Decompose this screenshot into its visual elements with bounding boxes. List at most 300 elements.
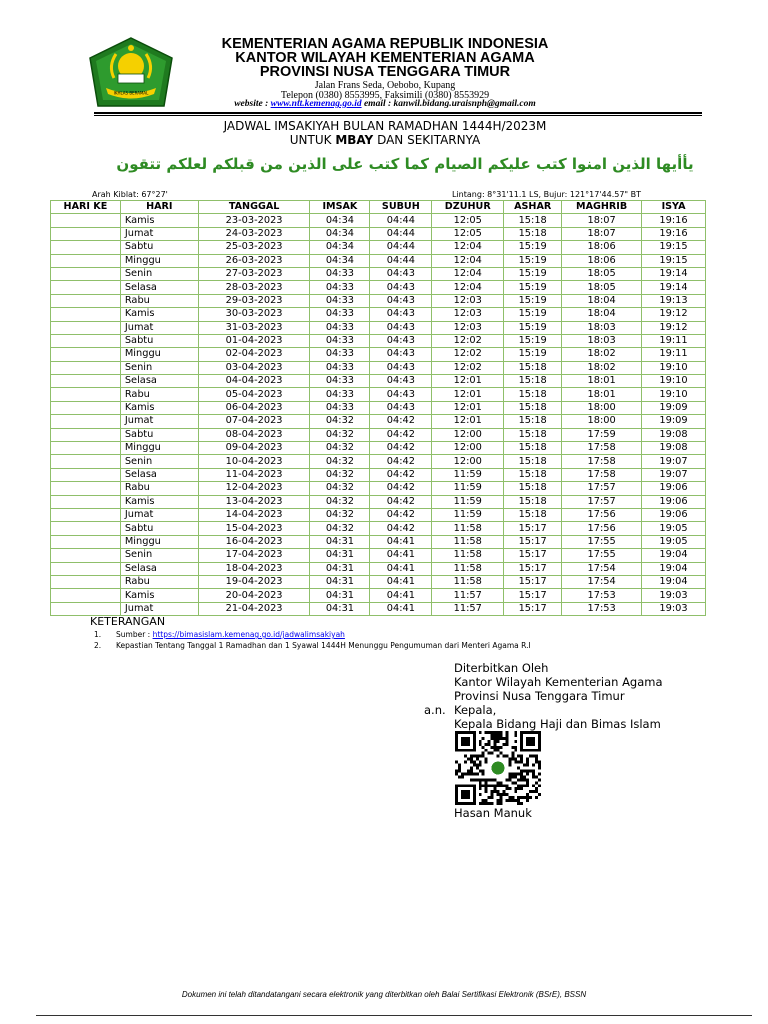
col-header-tanggal: TANGGAL bbox=[198, 201, 310, 214]
email-address: kanwil.bidang.uraisnph@gmail.com bbox=[393, 99, 536, 109]
cell-tanggal: 27-03-2023 bbox=[198, 267, 310, 280]
table-row bbox=[51, 227, 706, 240]
cell-ashar: 15:19 bbox=[504, 334, 562, 347]
cell-maghrib: 18:03 bbox=[562, 321, 642, 334]
cell-ashar: 15:18 bbox=[504, 482, 562, 495]
cell-dzuhur: 12:01 bbox=[432, 415, 504, 428]
cell-tanggal: 31-03-2023 bbox=[198, 321, 310, 334]
qibla-direction: Arah Kiblat: 67°27' bbox=[92, 190, 168, 199]
cell-hari-ke bbox=[51, 321, 121, 334]
cell-hari: Selasa bbox=[120, 562, 198, 575]
cell-tanggal: 25-03-2023 bbox=[198, 241, 310, 254]
cell-isya: 19:05 bbox=[642, 535, 706, 548]
phone-fax: Telepon (0380) 8553995, Faksimili (0380) 8553929 bbox=[280, 90, 490, 101]
cell-dzuhur: 12:03 bbox=[432, 294, 504, 307]
logo-motto: IKHLAS BERAMAL bbox=[113, 90, 149, 96]
website-label: website : bbox=[234, 99, 271, 109]
source-link[interactable]: https://bimasislam.kemenag.go.id/jadwalimsakiyah bbox=[152, 630, 345, 639]
cell-subuh: 04:43 bbox=[370, 281, 432, 294]
cell-hari-ke bbox=[51, 455, 121, 468]
cell-imsak: 04:32 bbox=[310, 428, 370, 441]
cell-subuh: 04:42 bbox=[370, 455, 432, 468]
cell-hari-ke bbox=[51, 522, 121, 535]
table-row bbox=[51, 375, 706, 388]
cell-dzuhur: 11:58 bbox=[432, 575, 504, 588]
cell-tanggal: 06-04-2023 bbox=[198, 401, 310, 414]
note-number: 2. bbox=[94, 641, 102, 650]
cell-ashar: 15:18 bbox=[504, 442, 562, 455]
cell-imsak: 04:33 bbox=[310, 375, 370, 388]
website-link[interactable]: www.ntt.kemenag.go.id bbox=[270, 99, 362, 109]
cell-hari: Senin bbox=[120, 361, 198, 374]
cell-maghrib: 18:02 bbox=[562, 348, 642, 361]
table-row bbox=[51, 589, 706, 602]
issuer-line1: Diterbitkan Oleh bbox=[454, 661, 549, 675]
cell-tanggal: 08-04-2023 bbox=[198, 428, 310, 441]
cell-maghrib: 17:54 bbox=[562, 575, 642, 588]
table-row bbox=[51, 562, 706, 575]
cell-subuh: 04:43 bbox=[370, 321, 432, 334]
cell-imsak: 04:34 bbox=[310, 254, 370, 267]
cell-subuh: 04:43 bbox=[370, 401, 432, 414]
col-header-subuh: SUBUH bbox=[370, 201, 432, 214]
cell-subuh: 04:43 bbox=[370, 375, 432, 388]
table-row bbox=[51, 415, 706, 428]
cell-maghrib: 17:53 bbox=[562, 602, 642, 615]
cell-dzuhur: 11:58 bbox=[432, 562, 504, 575]
cell-maghrib: 17:58 bbox=[562, 468, 642, 481]
cell-subuh: 04:44 bbox=[370, 254, 432, 267]
cell-imsak: 04:34 bbox=[310, 227, 370, 240]
cell-hari: Sabtu bbox=[120, 241, 198, 254]
cell-tanggal: 28-03-2023 bbox=[198, 281, 310, 294]
cell-maghrib: 17:54 bbox=[562, 562, 642, 575]
cell-subuh: 04:42 bbox=[370, 468, 432, 481]
cell-dzuhur: 12:05 bbox=[432, 214, 504, 227]
table-row bbox=[51, 254, 706, 267]
cell-subuh: 04:41 bbox=[370, 535, 432, 548]
cell-ashar: 15:18 bbox=[504, 495, 562, 508]
cell-subuh: 04:41 bbox=[370, 575, 432, 588]
cell-dzuhur: 12:04 bbox=[432, 254, 504, 267]
cell-hari: Selasa bbox=[120, 468, 198, 481]
cell-isya: 19:10 bbox=[642, 388, 706, 401]
cell-dzuhur: 12:05 bbox=[432, 227, 504, 240]
footer-rule bbox=[36, 1015, 752, 1016]
location-suffix: DAN SEKITARNYA bbox=[373, 133, 481, 147]
note-number: 1. bbox=[94, 630, 102, 639]
cell-hari-ke bbox=[51, 495, 121, 508]
cell-dzuhur: 11:59 bbox=[432, 468, 504, 481]
issuer-line2: Kantor Wilayah Kementerian Agama bbox=[454, 675, 663, 689]
cell-subuh: 04:41 bbox=[370, 589, 432, 602]
cell-tanggal: 29-03-2023 bbox=[198, 294, 310, 307]
cell-imsak: 04:31 bbox=[310, 589, 370, 602]
cell-dzuhur: 12:00 bbox=[432, 455, 504, 468]
location-prefix: UNTUK bbox=[289, 133, 336, 147]
cell-maghrib: 18:04 bbox=[562, 294, 642, 307]
cell-maghrib: 17:55 bbox=[562, 535, 642, 548]
cell-dzuhur: 12:03 bbox=[432, 321, 504, 334]
cell-tanggal: 16-04-2023 bbox=[198, 535, 310, 548]
cell-ashar: 15:18 bbox=[504, 428, 562, 441]
cell-hari: Kamis bbox=[120, 308, 198, 321]
cell-tanggal: 03-04-2023 bbox=[198, 361, 310, 374]
cell-isya: 19:07 bbox=[642, 468, 706, 481]
cell-hari: Rabu bbox=[120, 388, 198, 401]
province-title: PROVINSI NUSA TENGGARA TIMUR bbox=[259, 64, 511, 80]
cell-ashar: 15:18 bbox=[504, 214, 562, 227]
note-item-confirmation bbox=[94, 641, 531, 650]
issuer-line4: Kepala, bbox=[454, 703, 497, 717]
cell-hari-ke bbox=[51, 562, 121, 575]
cell-hari-ke bbox=[51, 227, 121, 240]
cell-isya: 19:16 bbox=[642, 227, 706, 240]
cell-isya: 19:05 bbox=[642, 522, 706, 535]
cell-hari-ke bbox=[51, 361, 121, 374]
cell-tanggal: 23-03-2023 bbox=[198, 214, 310, 227]
cell-maghrib: 18:05 bbox=[562, 267, 642, 280]
cell-isya: 19:09 bbox=[642, 415, 706, 428]
cell-subuh: 04:42 bbox=[370, 428, 432, 441]
cell-dzuhur: 12:00 bbox=[432, 442, 504, 455]
cell-hari-ke bbox=[51, 214, 121, 227]
cell-tanggal: 24-03-2023 bbox=[198, 227, 310, 240]
ministry-title: KEMENTERIAN AGAMA REPUBLIK INDONESIA bbox=[221, 36, 549, 52]
cell-tanggal: 02-04-2023 bbox=[198, 348, 310, 361]
cell-ashar: 15:18 bbox=[504, 468, 562, 481]
cell-dzuhur: 12:02 bbox=[432, 334, 504, 347]
table-row bbox=[51, 495, 706, 508]
cell-maghrib: 18:02 bbox=[562, 361, 642, 374]
cell-hari: Minggu bbox=[120, 535, 198, 548]
on-behalf-label: a.n. bbox=[424, 703, 446, 717]
cell-ashar: 15:18 bbox=[504, 415, 562, 428]
col-header-hari: HARI bbox=[120, 201, 198, 214]
cell-maghrib: 18:01 bbox=[562, 375, 642, 388]
cell-tanggal: 10-04-2023 bbox=[198, 455, 310, 468]
cell-ashar: 15:17 bbox=[504, 602, 562, 615]
cell-tanggal: 05-04-2023 bbox=[198, 388, 310, 401]
table-row bbox=[51, 455, 706, 468]
cell-ashar: 15:19 bbox=[504, 348, 562, 361]
cell-subuh: 04:41 bbox=[370, 602, 432, 615]
cell-isya: 19:03 bbox=[642, 602, 706, 615]
cell-dzuhur: 12:02 bbox=[432, 348, 504, 361]
cell-isya: 19:09 bbox=[642, 401, 706, 414]
table-row bbox=[51, 602, 706, 615]
cell-imsak: 04:33 bbox=[310, 361, 370, 374]
letterhead-rule-thin bbox=[94, 115, 702, 116]
office-title: KANTOR WILAYAH KEMENTERIAN AGAMA bbox=[235, 50, 535, 66]
cell-ashar: 15:17 bbox=[504, 535, 562, 548]
cell-imsak: 04:32 bbox=[310, 455, 370, 468]
table-row bbox=[51, 508, 706, 521]
table-row bbox=[51, 468, 706, 481]
cell-maghrib: 18:01 bbox=[562, 388, 642, 401]
cell-imsak: 04:31 bbox=[310, 549, 370, 562]
table-row bbox=[51, 348, 706, 361]
table-row bbox=[51, 401, 706, 414]
cell-ashar: 15:19 bbox=[504, 321, 562, 334]
cell-subuh: 04:43 bbox=[370, 308, 432, 321]
table-row bbox=[51, 522, 706, 535]
cell-imsak: 04:31 bbox=[310, 602, 370, 615]
table-row bbox=[51, 267, 706, 280]
cell-hari: Senin bbox=[120, 549, 198, 562]
cell-hari-ke bbox=[51, 602, 121, 615]
cell-isya: 19:13 bbox=[642, 294, 706, 307]
table-row bbox=[51, 482, 706, 495]
cell-isya: 19:08 bbox=[642, 428, 706, 441]
cell-isya: 19:07 bbox=[642, 455, 706, 468]
cell-hari-ke bbox=[51, 428, 121, 441]
cell-dzuhur: 12:03 bbox=[432, 308, 504, 321]
cell-tanggal: 30-03-2023 bbox=[198, 308, 310, 321]
cell-maghrib: 18:00 bbox=[562, 401, 642, 414]
cell-hari-ke bbox=[51, 549, 121, 562]
col-header-imsak: IMSAK bbox=[310, 201, 370, 214]
cell-maghrib: 18:06 bbox=[562, 241, 642, 254]
table-row bbox=[51, 428, 706, 441]
cell-maghrib: 17:58 bbox=[562, 442, 642, 455]
cell-hari-ke bbox=[51, 468, 121, 481]
cell-hari: Jumat bbox=[120, 508, 198, 521]
cell-subuh: 04:41 bbox=[370, 549, 432, 562]
cell-hari: Jumat bbox=[120, 602, 198, 615]
table-header-row bbox=[51, 201, 706, 214]
cell-imsak: 04:33 bbox=[310, 401, 370, 414]
cell-dzuhur: 12:00 bbox=[432, 428, 504, 441]
cell-imsak: 04:31 bbox=[310, 562, 370, 575]
cell-dzuhur: 12:01 bbox=[432, 375, 504, 388]
cell-hari: Minggu bbox=[120, 254, 198, 267]
notes-title: KETERANGAN bbox=[90, 615, 166, 628]
cell-subuh: 04:43 bbox=[370, 334, 432, 347]
cell-ashar: 15:17 bbox=[504, 575, 562, 588]
cell-hari: Minggu bbox=[120, 348, 198, 361]
location-name: MBAY bbox=[335, 133, 374, 147]
cell-dzuhur: 11:58 bbox=[432, 549, 504, 562]
cell-tanggal: 26-03-2023 bbox=[198, 254, 310, 267]
cell-imsak: 04:33 bbox=[310, 348, 370, 361]
cell-subuh: 04:42 bbox=[370, 415, 432, 428]
cell-subuh: 04:43 bbox=[370, 294, 432, 307]
issuer-line5: Kepala Bidang Haji dan Bimas Islam bbox=[454, 717, 661, 731]
cell-tanggal: 19-04-2023 bbox=[198, 575, 310, 588]
cell-ashar: 15:18 bbox=[504, 388, 562, 401]
col-header-isya: ISYA bbox=[642, 201, 706, 214]
cell-maghrib: 17:56 bbox=[562, 522, 642, 535]
cell-ashar: 15:17 bbox=[504, 589, 562, 602]
cell-isya: 19:11 bbox=[642, 348, 706, 361]
cell-dzuhur: 12:04 bbox=[432, 267, 504, 280]
cell-hari: Selasa bbox=[120, 375, 198, 388]
cell-tanggal: 15-04-2023 bbox=[198, 522, 310, 535]
cell-hari: Jumat bbox=[120, 321, 198, 334]
cell-imsak: 04:33 bbox=[310, 294, 370, 307]
cell-ashar: 15:19 bbox=[504, 281, 562, 294]
col-header-maghrib: MAGHRIB bbox=[562, 201, 642, 214]
col-header-ashar: ASHAR bbox=[504, 201, 562, 214]
cell-imsak: 04:33 bbox=[310, 281, 370, 294]
cell-subuh: 04:43 bbox=[370, 348, 432, 361]
cell-maghrib: 18:03 bbox=[562, 334, 642, 347]
cell-tanggal: 17-04-2023 bbox=[198, 549, 310, 562]
cell-imsak: 04:33 bbox=[310, 267, 370, 280]
cell-isya: 19:04 bbox=[642, 562, 706, 575]
cell-maghrib: 18:06 bbox=[562, 254, 642, 267]
cell-hari-ke bbox=[51, 442, 121, 455]
cell-imsak: 04:33 bbox=[310, 321, 370, 334]
cell-dzuhur: 12:01 bbox=[432, 401, 504, 414]
cell-dzuhur: 11:58 bbox=[432, 522, 504, 535]
cell-subuh: 04:44 bbox=[370, 214, 432, 227]
cell-dzuhur: 12:02 bbox=[432, 361, 504, 374]
cell-hari: Kamis bbox=[120, 401, 198, 414]
table-row bbox=[51, 535, 706, 548]
cell-hari: Sabtu bbox=[120, 522, 198, 535]
e-signature-notice: Dokumen ini telah ditandatangani secara elektronik yang diterbitkan oleh Balai Sertifikasi Elektronik (BSrE), BSSN bbox=[181, 990, 587, 999]
cell-tanggal: 12-04-2023 bbox=[198, 482, 310, 495]
cell-isya: 19:14 bbox=[642, 281, 706, 294]
cell-subuh: 04:41 bbox=[370, 562, 432, 575]
cell-ashar: 15:18 bbox=[504, 375, 562, 388]
cell-ashar: 15:18 bbox=[504, 455, 562, 468]
table-row bbox=[51, 281, 706, 294]
cell-isya: 19:15 bbox=[642, 254, 706, 267]
cell-dzuhur: 12:01 bbox=[432, 388, 504, 401]
cell-isya: 19:12 bbox=[642, 308, 706, 321]
cell-dzuhur: 11:59 bbox=[432, 482, 504, 495]
cell-imsak: 04:33 bbox=[310, 388, 370, 401]
contact-line bbox=[170, 99, 600, 109]
cell-ashar: 15:19 bbox=[504, 241, 562, 254]
cell-isya: 19:04 bbox=[642, 575, 706, 588]
cell-ashar: 15:17 bbox=[504, 562, 562, 575]
note-confirmation-text: Kepastian Tentang Tanggal 1 Ramadhan dan 1 Syawal 1444H Menunggu Pengumuman dari Menteri Agama R.I bbox=[116, 641, 531, 650]
cell-tanggal: 09-04-2023 bbox=[198, 442, 310, 455]
col-header-dzuhur: DZUHUR bbox=[432, 201, 504, 214]
cell-dzuhur: 11:58 bbox=[432, 535, 504, 548]
cell-hari-ke bbox=[51, 281, 121, 294]
cell-hari-ke bbox=[51, 348, 121, 361]
cell-hari-ke bbox=[51, 241, 121, 254]
cell-maghrib: 17:55 bbox=[562, 549, 642, 562]
cell-hari: Rabu bbox=[120, 575, 198, 588]
cell-hari-ke bbox=[51, 508, 121, 521]
cell-imsak: 04:32 bbox=[310, 522, 370, 535]
cell-hari-ke bbox=[51, 589, 121, 602]
issuer-line3: Provinsi Nusa Tenggara Timur bbox=[454, 689, 625, 703]
table-row bbox=[51, 334, 706, 347]
cell-imsak: 04:32 bbox=[310, 508, 370, 521]
cell-hari-ke bbox=[51, 294, 121, 307]
cell-ashar: 15:18 bbox=[504, 227, 562, 240]
cell-hari: Jumat bbox=[120, 415, 198, 428]
cell-tanggal: 14-04-2023 bbox=[198, 508, 310, 521]
cell-imsak: 04:31 bbox=[310, 575, 370, 588]
cell-imsak: 04:32 bbox=[310, 415, 370, 428]
cell-isya: 19:06 bbox=[642, 482, 706, 495]
table-row bbox=[51, 549, 706, 562]
cell-subuh: 04:44 bbox=[370, 227, 432, 240]
cell-maghrib: 17:57 bbox=[562, 482, 642, 495]
cell-tanggal: 07-04-2023 bbox=[198, 415, 310, 428]
cell-hari-ke bbox=[51, 535, 121, 548]
cell-tanggal: 20-04-2023 bbox=[198, 589, 310, 602]
cell-subuh: 04:42 bbox=[370, 522, 432, 535]
cell-hari: Kamis bbox=[120, 589, 198, 602]
cell-ashar: 15:19 bbox=[504, 254, 562, 267]
cell-hari: Senin bbox=[120, 267, 198, 280]
cell-tanggal: 13-04-2023 bbox=[198, 495, 310, 508]
cell-hari-ke bbox=[51, 415, 121, 428]
cell-ashar: 15:19 bbox=[504, 294, 562, 307]
cell-hari-ke bbox=[51, 575, 121, 588]
cell-dzuhur: 11:59 bbox=[432, 508, 504, 521]
note-source-label: Sumber : bbox=[116, 630, 153, 639]
table-row bbox=[51, 214, 706, 227]
cell-maghrib: 18:07 bbox=[562, 227, 642, 240]
cell-ashar: 15:18 bbox=[504, 361, 562, 374]
cell-isya: 19:04 bbox=[642, 549, 706, 562]
email-label: email : bbox=[361, 99, 394, 109]
cell-subuh: 04:43 bbox=[370, 388, 432, 401]
cell-isya: 19:16 bbox=[642, 214, 706, 227]
table-row bbox=[51, 388, 706, 401]
cell-isya: 19:10 bbox=[642, 375, 706, 388]
cell-ashar: 15:18 bbox=[504, 508, 562, 521]
cell-hari: Jumat bbox=[120, 227, 198, 240]
cell-imsak: 04:31 bbox=[310, 535, 370, 548]
table-row bbox=[51, 241, 706, 254]
cell-dzuhur: 11:59 bbox=[432, 495, 504, 508]
table-row bbox=[51, 308, 706, 321]
letterhead-rule-thick bbox=[94, 112, 702, 114]
cell-isya: 19:10 bbox=[642, 361, 706, 374]
table-row bbox=[51, 575, 706, 588]
cell-hari: Sabtu bbox=[120, 334, 198, 347]
cell-tanggal: 21-04-2023 bbox=[198, 602, 310, 615]
col-header-hari-ke: HARI KE bbox=[51, 201, 121, 214]
cell-ashar: 15:19 bbox=[504, 308, 562, 321]
table-row bbox=[51, 321, 706, 334]
cell-hari-ke bbox=[51, 388, 121, 401]
cell-imsak: 04:32 bbox=[310, 442, 370, 455]
cell-maghrib: 17:57 bbox=[562, 495, 642, 508]
signer-name: Hasan Manuk bbox=[454, 806, 532, 820]
coordinates: Lintang: 8°31'11.1 LS, Bujur: 121°17'44.57" BT bbox=[452, 190, 642, 199]
address: Jalan Frans Seda, Oebobo, Kupang bbox=[314, 80, 456, 91]
cell-dzuhur: 12:04 bbox=[432, 281, 504, 294]
cell-hari: Minggu bbox=[120, 442, 198, 455]
cell-hari-ke bbox=[51, 308, 121, 321]
cell-isya: 19:12 bbox=[642, 321, 706, 334]
cell-isya: 19:03 bbox=[642, 589, 706, 602]
table-body bbox=[51, 214, 706, 616]
cell-hari-ke bbox=[51, 482, 121, 495]
schedule-location-line bbox=[150, 133, 620, 147]
cell-maghrib: 18:00 bbox=[562, 415, 642, 428]
cell-subuh: 04:44 bbox=[370, 241, 432, 254]
cell-tanggal: 01-04-2023 bbox=[198, 334, 310, 347]
kemenag-logo bbox=[88, 36, 174, 108]
cell-isya: 19:14 bbox=[642, 267, 706, 280]
cell-hari: Senin bbox=[120, 455, 198, 468]
cell-hari: Selasa bbox=[120, 281, 198, 294]
cell-tanggal: 18-04-2023 bbox=[198, 562, 310, 575]
